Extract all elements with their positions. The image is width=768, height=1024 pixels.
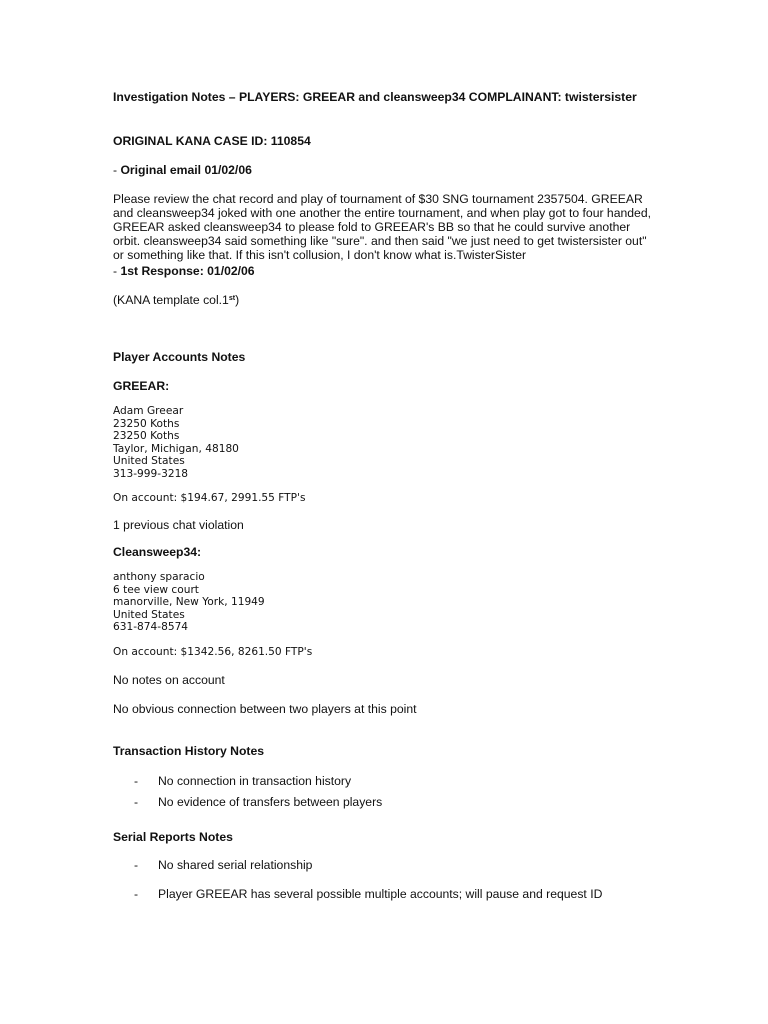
player-greear-address: [113, 405, 653, 480]
first-response-prefix: -: [113, 264, 121, 278]
serial-reports-heading: Serial Reports Notes: [113, 830, 233, 844]
player-cleansweep34-note: No notes on account: [113, 673, 225, 687]
address-line: United States: [113, 608, 185, 621]
original-email-heading: [113, 163, 653, 177]
player-cleansweep34-address: [113, 571, 653, 634]
list-item-text: No connection in transaction history: [158, 774, 352, 788]
address-line: 313-999-3218: [113, 467, 189, 480]
original-email-date: Original email 01/02/06: [120, 163, 252, 177]
address-line: United States: [113, 455, 185, 467]
bullet-dash: -: [134, 774, 139, 788]
kana-case-id: ORIGINAL KANA CASE ID: 110854: [113, 134, 311, 148]
original-email-prefix: -: [113, 163, 121, 177]
bullet-dash: -: [134, 795, 139, 809]
address-line: 631-874-8574: [113, 621, 189, 633]
kana-template-close: ): [235, 293, 240, 307]
transaction-history-heading: Transaction History Notes: [113, 744, 265, 758]
player-greear-name: GREEAR:: [113, 379, 170, 393]
first-response-date: 1st Response: 01/02/06: [120, 264, 255, 278]
first-response-heading: [113, 264, 653, 278]
player-accounts-heading: Player Accounts Notes: [113, 350, 246, 364]
address-line: 6 tee view court: [113, 583, 199, 596]
document-title: Investigation Notes – PLAYERS: GREEAR and cleansweep34 COMPLAINANT: twistersister: [113, 90, 637, 104]
kana-template-superscript: st: [228, 295, 236, 302]
connection-note: No obvious connection between two players at this point: [113, 702, 417, 716]
player-greear-note: 1 previous chat violation: [113, 518, 244, 532]
address-line: 23250 Koths: [113, 417, 180, 430]
address-line: 23250 Koths: [113, 430, 180, 442]
address-line: anthony sparacio: [113, 571, 205, 583]
kana-template-text: (KANA template col.1: [113, 293, 229, 307]
address-line: manorville, New York, 11949: [113, 596, 265, 608]
list-item-text: No evidence of transfers between players: [158, 795, 383, 809]
address-line: Adam Greear: [113, 405, 184, 417]
player-greear-balance: On account: $194.67, 2991.55 FTP's: [113, 492, 306, 504]
player-cleansweep34-balance: On account: $1342.56, 8261.50 FTP's: [113, 646, 313, 658]
address-line: Taylor, Michigan, 48180: [113, 442, 239, 455]
list-item-text: Player GREEAR has several possible multiple accounts; will pause and request ID: [158, 887, 603, 901]
kana-template-note: [113, 293, 653, 307]
bullet-dash: -: [134, 858, 139, 872]
list-item-text: No shared serial relationship: [158, 858, 313, 872]
bullet-dash: -: [134, 887, 139, 901]
original-email-body: Please review the chat record and play of tournament of $30 SNG tournament 2357504. GREEAR and cleansweep34 joked with one another the entire tournament, and when play got to four handed, GREEAR asked cleansweep34 to please fold to GREEAR's BB so that he could survive another orbit. cleansweep34 said something like "sure". and then said "we just need to get twistersister out" or something like that. If this isn't collusion, I don't know what is.TwisterSister: [113, 192, 651, 262]
player-cleansweep34-name: Cleansweep34:: [113, 545, 202, 559]
